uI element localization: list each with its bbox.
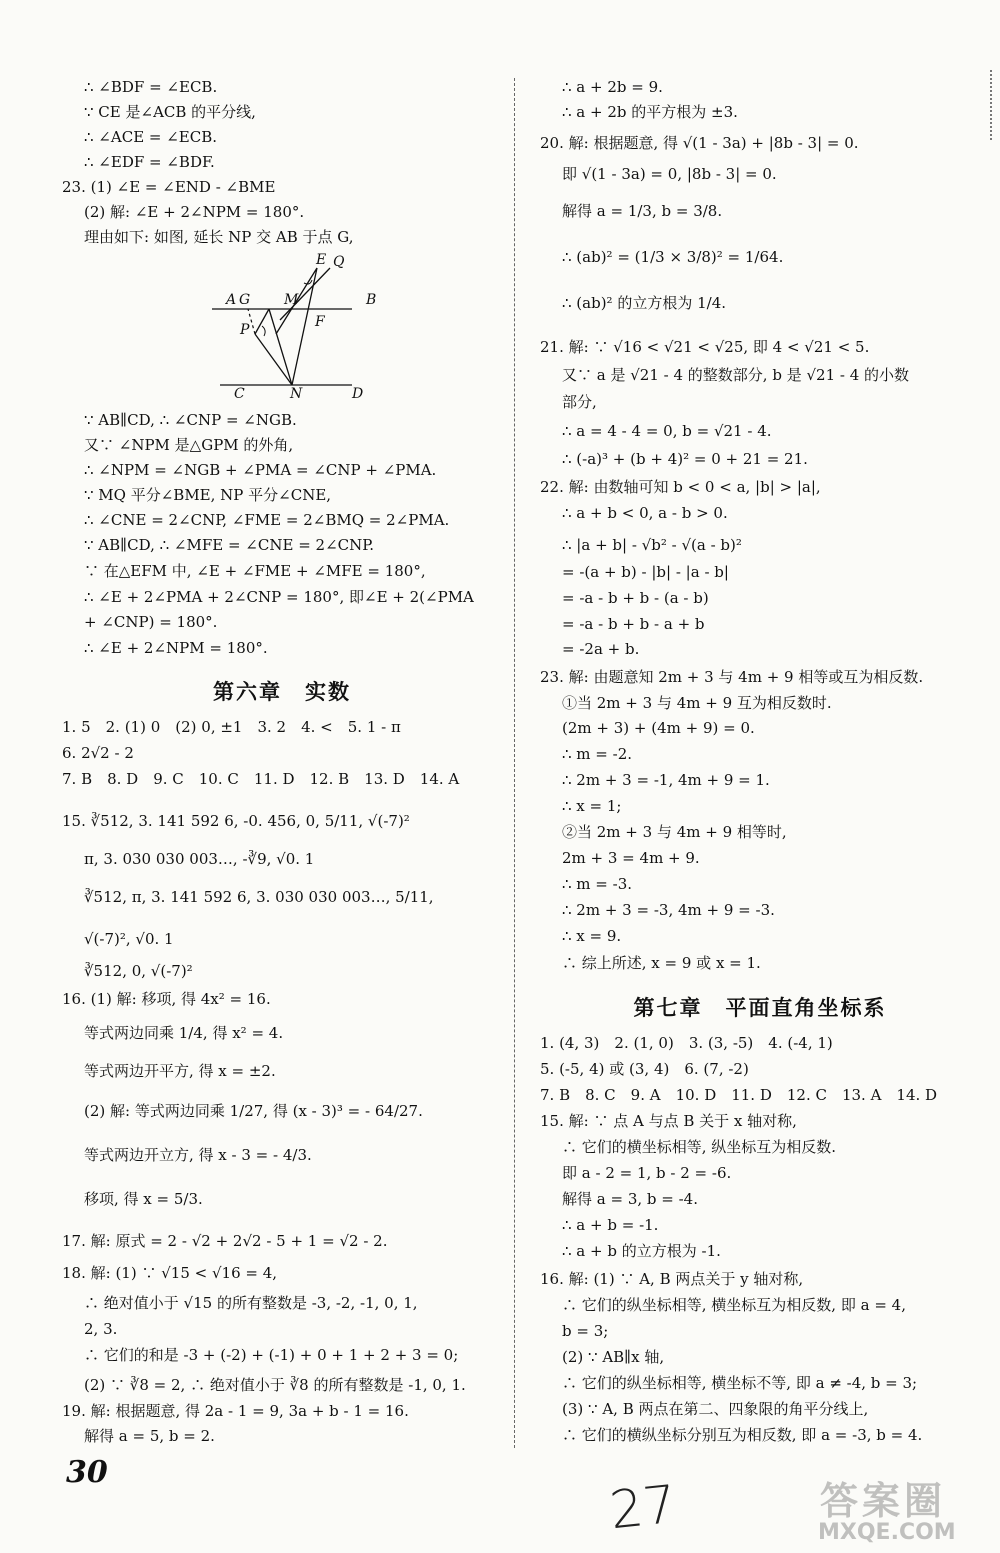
text-line: 解得 a = 5, b = 2. [84, 1427, 215, 1445]
text-line: ∴ (-a)³ + (b + 4)² = 0 + 21 = 21. [562, 450, 808, 468]
handwritten-note: 27 [607, 1474, 680, 1542]
text-line: + ∠CNP) = 180°. [84, 613, 218, 631]
text-line: (2) 解: ∠E + 2∠NPM = 180°. [84, 203, 305, 221]
text-line: = -a - b + b - a + b [562, 615, 705, 633]
text-line: 15. ∛512, 3. 141 592 6, -0. 456, 0, 5/11, √(-7)² [62, 812, 410, 830]
text-line: ∴ ∠NPM = ∠NGB + ∠PMA = ∠CNP + ∠PMA. [84, 461, 437, 479]
text-line: ②当 2m + 3 与 4m + 9 相等时, [562, 823, 787, 841]
text-line: ∴ 它们的横坐标相等, 纵坐标互为相反数. [562, 1138, 837, 1156]
text-line: (2) ∵ ∛8 = 2, ∴ 绝对值小于 ∛8 的所有整数是 -1, 0, 1. [84, 1376, 466, 1394]
text-line: π, 3. 030 030 003…, -∛9, √0. 1 [84, 850, 315, 868]
text-line: ∴ 它们的横纵坐标分别互为相反数, 即 a = -3, b = 4. [562, 1426, 923, 1444]
text-line: = -a - b + b - (a - b) [562, 589, 709, 607]
text-line: ∴ 它们的纵坐标相等, 横坐标互为相反数, 即 a = 4, [562, 1296, 906, 1314]
geometry-figure [212, 248, 432, 403]
text-line: 部分, [562, 393, 597, 411]
text-line: ∴ x = 9. [562, 927, 622, 945]
text-line: 15. 解: ∵ 点 A 与点 B 关于 x 轴对称, [540, 1112, 797, 1130]
text-line: 等式两边开立方, 得 x - 3 = - 4/3. [84, 1146, 312, 1164]
text-line: ∵ AB∥CD, ∴ ∠CNP = ∠NGB. [84, 411, 297, 429]
text-line: 19. 解: 根据题意, 得 2a - 1 = 9, 3a + b - 1 = 16. [62, 1402, 409, 1420]
text-line: ∴ a + b 的立方根为 -1. [562, 1242, 721, 1260]
text-line: 7. B 8. D 9. C 10. C 11. D 12. B 13. D 14. A [62, 770, 460, 788]
text-line: 7. B 8. C 9. A 10. D 11. D 12. C 13. A 14. D [540, 1086, 938, 1104]
label-d: D [352, 386, 364, 402]
text-line: 等式两边同乘 1/4, 得 x² = 4. [84, 1024, 284, 1042]
text-line: 理由如下: 如图, 延长 NP 交 AB 于点 G, [84, 228, 354, 246]
text-line: 即 a - 2 = 1, b - 2 = -6. [562, 1164, 732, 1182]
text-line: ∴ 绝对值小于 √15 的所有整数是 -3, -2, -1, 0, 1, [84, 1294, 418, 1312]
label-g: G [239, 292, 251, 308]
text-line: (2) ∵ AB∥x 轴, [562, 1348, 665, 1366]
text-line: ∴ ∠E + 2∠NPM = 180°. [84, 639, 268, 657]
text-line: ∴ ∠E + 2∠PMA + 2∠CNP = 180°, 即∠E + 2(∠PMA [84, 588, 474, 606]
text-line: ∴ m = -3. [562, 875, 633, 893]
text-line: 1. (4, 3) 2. (1, 0) 3. (3, -5) 4. (-4, 1) [540, 1034, 833, 1052]
label-n: N [290, 386, 303, 402]
text-line: ①当 2m + 3 与 4m + 9 互为相反数时. [562, 694, 832, 712]
text-line: 又∵ ∠NPM 是△GPM 的外角, [84, 436, 294, 454]
text-line: 16. 解: (1) ∵ A, B 两点关于 y 轴对称, [540, 1270, 804, 1288]
text-line: 等式两边开平方, 得 x = ±2. [84, 1062, 276, 1080]
text-line: ∴ x = 1; [562, 797, 622, 815]
text-line: 又∵ a 是 √21 - 4 的整数部分, b 是 √21 - 4 的小数 [562, 366, 910, 384]
text-line: ∴ 综上所述, x = 9 或 x = 1. [562, 954, 761, 972]
chapter-7-title: 第七章 平面直角坐标系 [633, 996, 887, 1020]
text-line: ∵ AB∥CD, ∴ ∠MFE = ∠CNE = 2∠CNP. [84, 536, 375, 554]
text-line: ∴ 它们的和是 -3 + (-2) + (-1) + 0 + 1 + 2 + 3 = 0; [84, 1346, 459, 1364]
text-line: 23. 解: 由题意知 2m + 3 与 4m + 9 相等或互为相反数. [540, 668, 924, 686]
text-line: ∴ (ab)² = (1/3 × 3/8)² = 1/64. [562, 248, 784, 266]
chapter-6-title: 第六章 实数 [213, 680, 351, 704]
text-line: ∵ CE 是∠ACB 的平分线, [84, 103, 256, 121]
text-line: √(-7)², √0. 1 [84, 930, 174, 948]
label-q: Q [333, 254, 345, 270]
text-line: ∴ ∠EDF = ∠BDF. [84, 153, 215, 171]
watermark-logo [800, 1470, 990, 1550]
text-line: (2m + 3) + (4m + 9) = 0. [562, 719, 755, 737]
text-line: 1. 5 2. (1) 0 (2) 0, ±1 3. 2 4. < 5. 1 - π [62, 718, 401, 736]
label-b: B [366, 292, 377, 308]
text-line: (3) ∵ A, B 两点在第二、四象限的角平分线上, [562, 1400, 869, 1418]
text-line: ∴ |a + b| - √b² - √(a - b)² [562, 536, 742, 554]
text-line: ∴ 2m + 3 = -1, 4m + 9 = 1. [562, 771, 770, 789]
text-line: ∴ ∠CNE = 2∠CNP, ∠FME = 2∠BMQ = 2∠PMA. [84, 511, 450, 529]
text-line: ∵ MQ 平分∠BME, NP 平分∠CNE, [84, 486, 332, 504]
page-number: 30 [66, 1455, 108, 1490]
text-line: 5. (-5, 4) 或 (3, 4) 6. (7, -2) [540, 1060, 749, 1078]
text-line: (2) 解: 等式两边同乘 1/27, 得 (x - 3)³ = - 64/27. [84, 1102, 423, 1120]
watermark-logo-text: 答案圈 [820, 1479, 947, 1523]
text-line: ∴ a + 2b 的平方根为 ±3. [562, 103, 738, 121]
text-line: = -(a + b) - |b| - |a - b| [562, 563, 729, 581]
text-line: ∴ m = -2. [562, 745, 633, 763]
text-line: ∴ 它们的纵坐标相等, 横坐标不等, 即 a ≠ -4, b = 3; [562, 1374, 918, 1392]
text-line: ∴ a + b < 0, a - b > 0. [562, 504, 728, 522]
label-m: M [284, 292, 299, 308]
text-line: 21. 解: ∵ √16 < √21 < √25, 即 4 < √21 < 5. [540, 338, 870, 356]
text-line: 20. 解: 根据题意, 得 √(1 - 3a) + |8b - 3| = 0. [540, 134, 859, 152]
text-line: 移项, 得 x = 5/3. [84, 1190, 203, 1208]
text-line: 解得 a = 3, b = -4. [562, 1190, 698, 1208]
watermark-url: MXQE.COM [818, 1520, 956, 1545]
text-line: ∴ a + 2b = 9. [562, 78, 663, 96]
label-p: P [240, 322, 250, 338]
column-divider [514, 78, 515, 1448]
text-line: 23. (1) ∠E = ∠END - ∠BME [62, 178, 276, 196]
text-line: ∴ (ab)² 的立方根为 1/4. [562, 294, 727, 312]
text-line: 2, 3. [84, 1320, 118, 1338]
text-line: ∴ a = 4 - 4 = 0, b = √21 - 4. [562, 422, 772, 440]
text-line: 解得 a = 1/3, b = 3/8. [562, 202, 723, 220]
text-line: ∴ ∠ACE = ∠ECB. [84, 128, 218, 146]
text-line: = -2a + b. [562, 640, 640, 658]
text-line: b = 3; [562, 1322, 609, 1340]
text-line: ∴ 2m + 3 = -3, 4m + 9 = -3. [562, 901, 775, 919]
label-c: C [234, 386, 245, 402]
label-e: E [316, 252, 327, 268]
label-f: F [315, 314, 325, 330]
text-line: 17. 解: 原式 = 2 - √2 + 2√2 - 5 + 1 = √2 - 2. [62, 1232, 388, 1250]
text-line: ∴ ∠BDF = ∠ECB. [84, 78, 218, 96]
edge-marks [990, 70, 992, 140]
text-line: ∛512, π, 3. 141 592 6, 3. 030 030 003…, 5/11, [84, 888, 434, 906]
text-line: 22. 解: 由数轴可知 b < 0 < a, |b| > |a|, [540, 478, 821, 496]
text-line: 2m + 3 = 4m + 9. [562, 849, 700, 867]
text-line: 6. 2√2 - 2 [62, 744, 134, 762]
line-np [255, 334, 292, 385]
text-line: ∵ 在△EFM 中, ∠E + ∠FME + ∠MFE = 180°, [84, 562, 426, 580]
text-line: 16. (1) 解: 移项, 得 4x² = 16. [62, 990, 271, 1008]
label-a: A [226, 292, 237, 308]
text-line: 18. 解: (1) ∵ √15 < √16 = 4, [62, 1264, 278, 1282]
text-line: ∛512, 0, √(-7)² [84, 962, 193, 980]
text-line: 即 √(1 - 3a) = 0, |8b - 3| = 0. [562, 165, 777, 183]
text-line: ∴ a + b = -1. [562, 1216, 659, 1234]
